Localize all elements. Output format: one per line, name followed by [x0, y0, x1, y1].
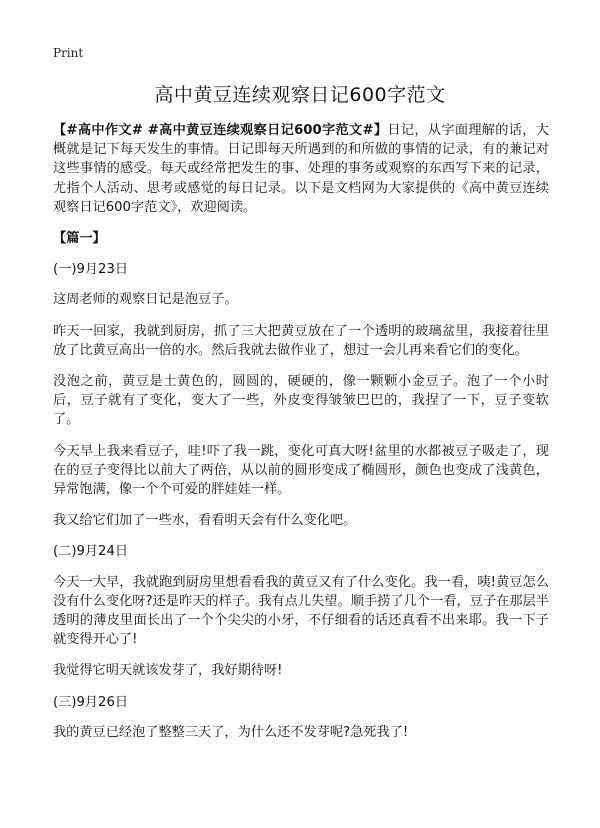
diary-date-1: (一)9月23日 — [53, 262, 129, 278]
article-body — [53, 121, 549, 754]
section-heading: 【篇一】 — [53, 231, 106, 247]
intro-tag: 【#高中作文# #高中黄豆连续观察日记600字范文#】 — [53, 123, 388, 138]
paragraph: 没泡之前，黄豆是土黄色的，圆圆的，硬硬的，像一颗颗小金豆子。泡了一个小时后，豆子就有了变化，变大了一些，外皮变得皱皱巴巴的，我捏了一下，豆子变软了。 — [53, 374, 549, 428]
paragraph: 我又给它们加了一些水，看看明天会有什么变化吧。 — [53, 513, 357, 529]
diary-date-2: (二)9月24日 — [53, 544, 129, 560]
intro-text: 日记，从字面理解的话，大概就是记下每天发生的事情。日记即每天所遇到的和所做的事情的记录，有的兼记对这些事情的感受。每天或经常把发生的事、处理的事务或观察的东西写下来的记录，尤指个人活动、思考或感觉的每日记录。以下是文档网为大家提供的《高中黄豆连续观察日记600字范文》，欢迎阅读。 — [53, 123, 549, 215]
page-title: 高中黄豆连续观察日记600字范文 — [154, 84, 446, 106]
diary-date-3: (三)9月26日 — [53, 694, 129, 710]
paragraph: 这周老师的观察日记是泡豆子。 — [53, 292, 238, 308]
paragraph: 昨天一回家，我就到厨房，抓了三大把黄豆放在了一个透明的玻璃盆里，我接着往里放了比黄豆高出一倍的水。然后我就去做作业了，想过一会儿再来看它们的变化。 — [53, 323, 549, 358]
paragraph: 今天一大早，我就跑到厨房里想看看我的黄豆又有了什么变化。我一看，咦!黄豆怎么没有什么变化呀?还是昨天的样子。我有点儿失望。顺手捞了几个一看，豆子在那层半透明的薄皮里面长出了一个个尖尖的小牙，不仔细看的话还真看不出来耶。我一下子就变得开心了! — [53, 574, 549, 648]
paragraph: 我觉得它明天就该发芽了，我好期待呀! — [53, 663, 283, 679]
print-label: Print — [53, 46, 84, 60]
intro-paragraph — [53, 121, 549, 217]
paragraph: 今天早上我来看豆子，哇!吓了我一跳，变化可真大呀!盆里的水都被豆子吸走了，现在的豆子变得比以前大了两倍，从以前的圆形变成了椭圆形，颜色也变成了浅黄色，异常饱满，像一个个可爱的胖娃娃一样。 — [53, 443, 549, 498]
paragraph: 我的黄豆已经泡了整整三天了，为什么还不发芽呢?急死我了! — [53, 724, 409, 740]
